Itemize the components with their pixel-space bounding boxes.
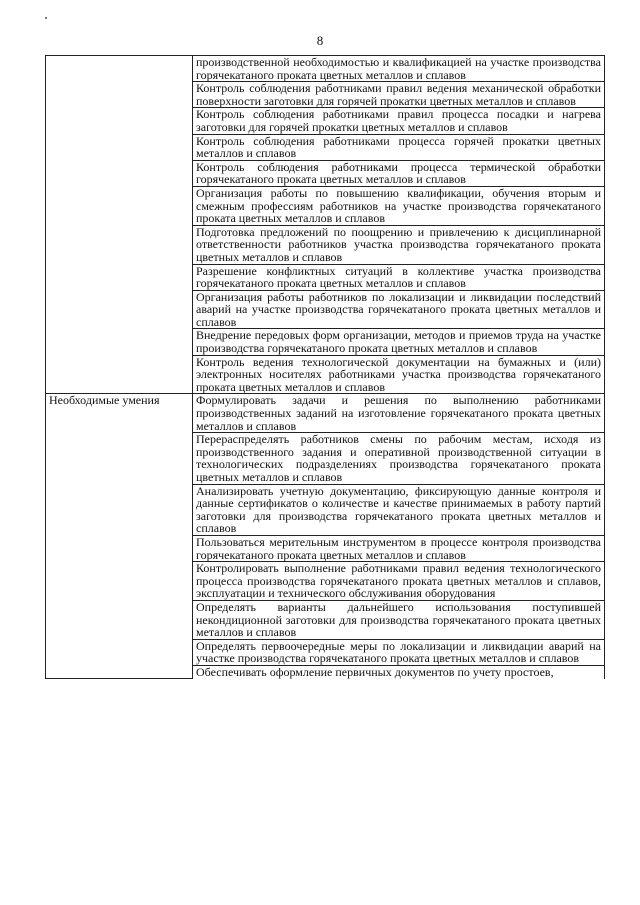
action-item: Контроль соблюдения работниками правил ведения механической обработки поверхности заготовки для горячей прокатки цветных металлов и сплавов xyxy=(193,82,605,108)
page-number: 8 xyxy=(316,33,324,48)
skill-item: Контролировать выполнение работниками правил ведения технологического процесса производства горячекатаного проката цветных металлов и сплавов, эксплуатации и технического обслуживания оборудования xyxy=(193,562,605,601)
action-item: Контроль соблюдения работниками процесса термической обработки горячекатаного проката цветных металлов и сплавов xyxy=(193,160,605,186)
skill-item: Пользоваться мерительным инструментом в процессе контроля производства горячекатаного проката цветных металлов и сплавов xyxy=(193,535,605,561)
action-item: Организация работы по повышению квалификации, обучения вторым и смежным профессиям работников на участке производства горячекатаного проката цветных металлов и сплавов xyxy=(193,186,605,225)
action-item: производственной необходимостью и квалификацией на участке производства горячекатаного проката цветных металлов и сплавов xyxy=(193,56,605,82)
skill-item-text: Обеспечивать оформление первичных документов по учету простоев, xyxy=(196,665,554,679)
action-item: Организация работы работников по локализации и ликвидации последствий аварий на участке производства горячекатаного проката цветных металлов и сплавов xyxy=(193,290,605,329)
skill-item: Перераспределять работников смены по рабочим местам, исходя из производственного задания и оперативной производственной ситуации в технологических подразделениях производства горячекатаного проката цветных металлов и сплавов xyxy=(193,433,605,484)
table-row xyxy=(46,394,605,433)
action-item: Контроль соблюдения работниками правил процесса посадки и нагрева заготовки для горячей прокатки цветных металлов и сплавов xyxy=(193,108,605,134)
skill-item: Определять первоочередные меры по локализации и ликвидации аварий на участке производства горячекатаного проката цветных металлов и сплавов xyxy=(193,639,605,665)
actions-label-cell xyxy=(46,56,193,394)
action-item: Внедрение передовых форм организации, методов и приемов труда на участке производства горячекатаного проката цветных металлов и сплавов xyxy=(193,329,605,355)
action-item: Разрешение конфликтных ситуаций в коллективе участка производства горячекатаного проката цветных металлов и сплавов xyxy=(193,264,605,290)
table-row xyxy=(46,56,605,82)
skill-item xyxy=(193,665,605,678)
skill-item: Анализировать учетную документацию, фиксирующую данные контроля и данные сертификатов о количестве и качестве принимаемых в работу партий заготовки для производства горячекатаного проката цветных металлов и сплавов xyxy=(193,484,605,535)
action-item: Контроль соблюдения работниками процесса горячей прокатки цветных металлов и сплавов xyxy=(193,134,605,160)
skill-item: Формулировать задачи и решения по выполнению работниками производственных заданий на изготовление горячекатаного проката цветных металлов и сплавов xyxy=(193,394,605,433)
scan-speck xyxy=(45,17,47,19)
action-item: Подготовка предложений по поощрению и привлечению к дисциплинарной ответственности работников участка производства горячекатаного проката цветных металлов и сплавов xyxy=(193,225,605,264)
skill-item: Определять варианты дальнейшего использования поступившей некондиционной заготовки для производства горячекатаного проката цветных металлов и сплавов xyxy=(193,600,605,639)
action-item: Контроль ведения технологической документации на бумажных и (или) электронных носителях работниками участка производства горячекатаного проката цветных металлов и сплавов xyxy=(193,355,605,394)
requirements-table xyxy=(45,55,605,679)
skills-label-cell: Необходимые умения xyxy=(46,394,193,679)
